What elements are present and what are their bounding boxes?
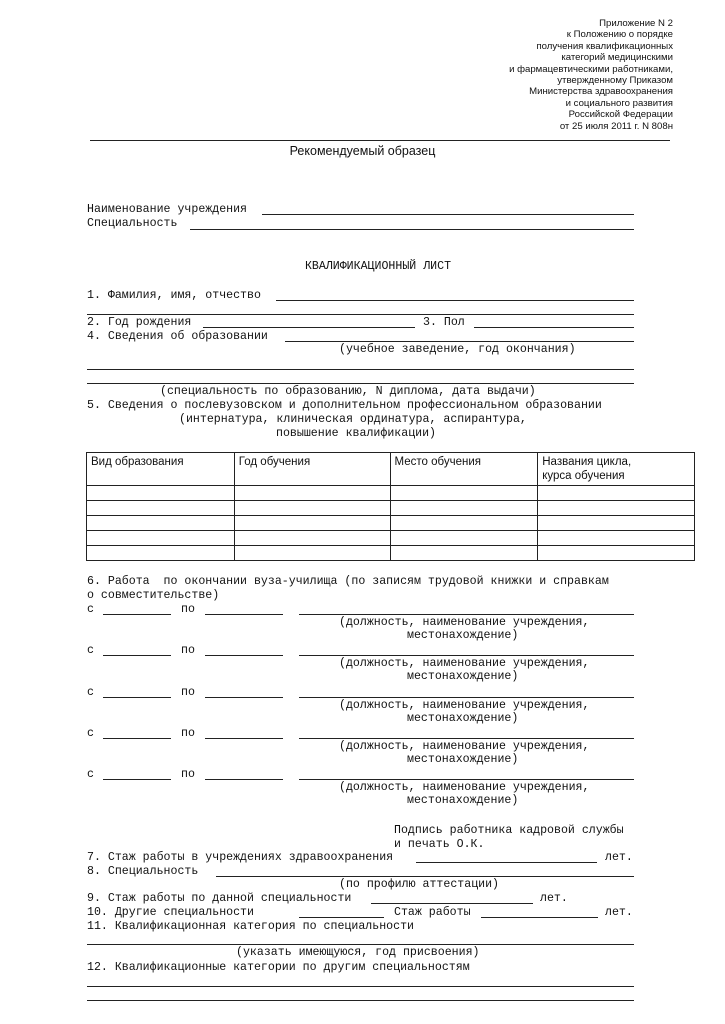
item-9-label: 9. Стаж работы по данной специальности <box>87 892 352 905</box>
table-cell[interactable] <box>390 516 538 531</box>
form-heading: КВАЛИФИКАЦИОННЫЙ ЛИСТ <box>304 260 452 273</box>
job-hint-2: местонахождение) <box>407 629 519 642</box>
item-6-label: 6. Работа по окончании вуза-училища (по записям трудовой книжки и справкам <box>87 575 609 588</box>
job-to-date-field[interactable] <box>205 614 283 615</box>
top-divider <box>90 140 670 141</box>
appendix-line: к Положению о порядке <box>566 29 673 41</box>
table-cell[interactable] <box>87 531 235 546</box>
table-cell[interactable] <box>390 486 538 501</box>
item-4-label: 4. Сведения об образовании <box>87 330 268 343</box>
job-to-date-field[interactable] <box>205 697 283 698</box>
job-from-date-field[interactable] <box>103 697 171 698</box>
years-label: лет. <box>605 906 633 919</box>
item-1-label: 1. Фамилия, имя, отчество <box>87 289 261 302</box>
item-2-label: 2. Год рождения <box>87 316 192 329</box>
item-7-label: 7. Стаж работы в учреждениях здравоохранения <box>87 851 394 864</box>
job-to-label: по <box>181 727 195 740</box>
attestation-specialty-field[interactable] <box>216 876 634 877</box>
job-from-label: с <box>87 768 94 781</box>
appendix-line: Министерства здравоохранения <box>529 86 673 98</box>
job-position-field[interactable] <box>299 614 634 615</box>
job-from-label: с <box>87 603 94 616</box>
other-experience-label: Стаж работы <box>394 906 471 919</box>
birth-year-field[interactable] <box>203 327 415 328</box>
institution-label: Наименование учреждения <box>87 203 248 216</box>
col-study-year: Год обучения <box>234 453 390 486</box>
years-label: лет. <box>540 892 568 905</box>
item-5-label: 5. Сведения о послевузовском и дополнительном профессиональном образовании <box>87 399 602 412</box>
education-field[interactable] <box>285 341 634 342</box>
job-to-label: по <box>181 644 195 657</box>
years-label: лет. <box>605 851 633 864</box>
specialty-label: Специальность <box>87 217 178 230</box>
table-row <box>87 501 695 516</box>
healthcare-experience-field[interactable] <box>416 862 597 863</box>
specialty-field[interactable] <box>190 229 634 230</box>
table-cell[interactable] <box>87 516 235 531</box>
table-row <box>87 546 695 561</box>
other-specialties-field[interactable] <box>299 917 384 918</box>
item-12-label: 12. Квалификационные категории по другим специальностям <box>87 961 470 974</box>
hr-sign-label: Подпись работника кадровой службы <box>394 824 624 837</box>
appendix-line: и фармацевтическими работниками, <box>509 63 673 75</box>
education-hint: (учебное заведение, год окончания) <box>339 343 576 356</box>
appendix-line: категорий медицинскими <box>561 52 673 64</box>
col-course-name: Названия цикла, курса обучения <box>538 453 695 486</box>
job-hint: (должность, наименование учреждения, <box>339 657 590 670</box>
education-table <box>86 452 695 561</box>
appendix-line: Российской Федерации <box>568 109 673 121</box>
table-row <box>87 486 695 501</box>
gender-field[interactable] <box>474 327 634 328</box>
document-title: Рекомендуемый образец <box>289 144 436 158</box>
other-categories-field-2[interactable] <box>87 1000 634 1001</box>
table-cell[interactable] <box>234 516 390 531</box>
other-experience-field[interactable] <box>481 917 598 918</box>
job-hint: (должность, наименование учреждения, <box>339 616 590 629</box>
job-hint: (должность, наименование учреждения, <box>339 740 590 753</box>
item-5-hint: (интернатура, клиническая ординатура, аспирантура, <box>179 413 527 426</box>
job-from-date-field[interactable] <box>103 655 171 656</box>
item-10-label: 10. Другие специальности <box>87 906 254 919</box>
appendix-line: утвержденному Приказом <box>557 75 673 87</box>
job-to-label: по <box>181 768 195 781</box>
job-position-field[interactable] <box>299 779 634 780</box>
table-cell[interactable] <box>538 546 695 561</box>
item-5-hint-2: повышение квалификации) <box>276 427 437 440</box>
job-hint-2: местонахождение) <box>407 712 519 725</box>
job-from-date-field[interactable] <box>103 614 171 615</box>
job-to-date-field[interactable] <box>205 738 283 739</box>
table-cell[interactable] <box>538 531 695 546</box>
job-hint: (должность, наименование учреждения, <box>339 781 590 794</box>
col-study-place: Место обучения <box>390 453 538 486</box>
table-cell[interactable] <box>234 501 390 516</box>
job-to-date-field[interactable] <box>205 655 283 656</box>
job-to-date-field[interactable] <box>205 779 283 780</box>
job-to-label: по <box>181 603 195 616</box>
job-hint-2: местонахождение) <box>407 753 519 766</box>
table-cell[interactable] <box>390 546 538 561</box>
fullname-field[interactable] <box>276 300 634 301</box>
table-cell[interactable] <box>390 531 538 546</box>
job-from-label: с <box>87 644 94 657</box>
table-row <box>87 531 695 546</box>
item-6-label-2: о совместительстве) <box>87 589 220 602</box>
table-row <box>87 516 695 531</box>
job-hint-2: местонахождение) <box>407 670 519 683</box>
job-from-date-field[interactable] <box>103 738 171 739</box>
table-cell[interactable] <box>234 486 390 501</box>
appendix-line: получения квалификационных <box>536 40 673 52</box>
education-field-2[interactable] <box>87 369 634 370</box>
diploma-hint: (специальность по образованию, N диплома, дата выдачи) <box>160 385 536 398</box>
other-categories-field[interactable] <box>87 986 634 987</box>
item-11-label: 11. Квалификационная категория по специальности <box>87 920 414 933</box>
category-field[interactable] <box>87 944 634 945</box>
table-header-row <box>87 453 695 486</box>
item-8-label: 8. Специальность <box>87 865 199 878</box>
table-cell[interactable] <box>538 486 695 501</box>
hr-sign-label-2: и печать О.К. <box>394 838 485 851</box>
education-field-3[interactable] <box>87 383 634 384</box>
specialty-experience-field[interactable] <box>371 903 533 904</box>
appendix-line: и социального развития <box>565 97 673 109</box>
table-cell[interactable] <box>234 531 390 546</box>
table-cell[interactable] <box>87 546 235 561</box>
job-position-field[interactable] <box>299 655 634 656</box>
table-cell[interactable] <box>87 486 235 501</box>
appendix-line: Приложение N 2 <box>599 18 673 29</box>
appendix-note <box>509 18 673 132</box>
category-hint: (указать имеющуюся, год присвоения) <box>236 946 480 959</box>
table-cell[interactable] <box>87 501 235 516</box>
fullname-field-extra[interactable] <box>87 314 634 315</box>
job-hint-2: местонахождение) <box>407 794 519 807</box>
job-position-field[interactable] <box>299 697 634 698</box>
job-hint: (должность, наименование учреждения, <box>339 699 590 712</box>
attestation-hint: (по профилю аттестации) <box>339 878 500 891</box>
job-position-field[interactable] <box>299 738 634 739</box>
table-cell[interactable] <box>538 501 695 516</box>
table-cell[interactable] <box>538 516 695 531</box>
job-from-date-field[interactable] <box>103 779 171 780</box>
col-education-type: Вид образования <box>87 453 235 486</box>
job-to-label: по <box>181 686 195 699</box>
table-cell[interactable] <box>234 546 390 561</box>
item-3-label: 3. Пол <box>423 316 465 329</box>
job-from-label: с <box>87 727 94 740</box>
table-cell[interactable] <box>390 501 538 516</box>
institution-field[interactable] <box>262 214 634 215</box>
job-from-label: с <box>87 686 94 699</box>
appendix-line: от 25 июля 2011 г. N 808н <box>559 120 673 132</box>
